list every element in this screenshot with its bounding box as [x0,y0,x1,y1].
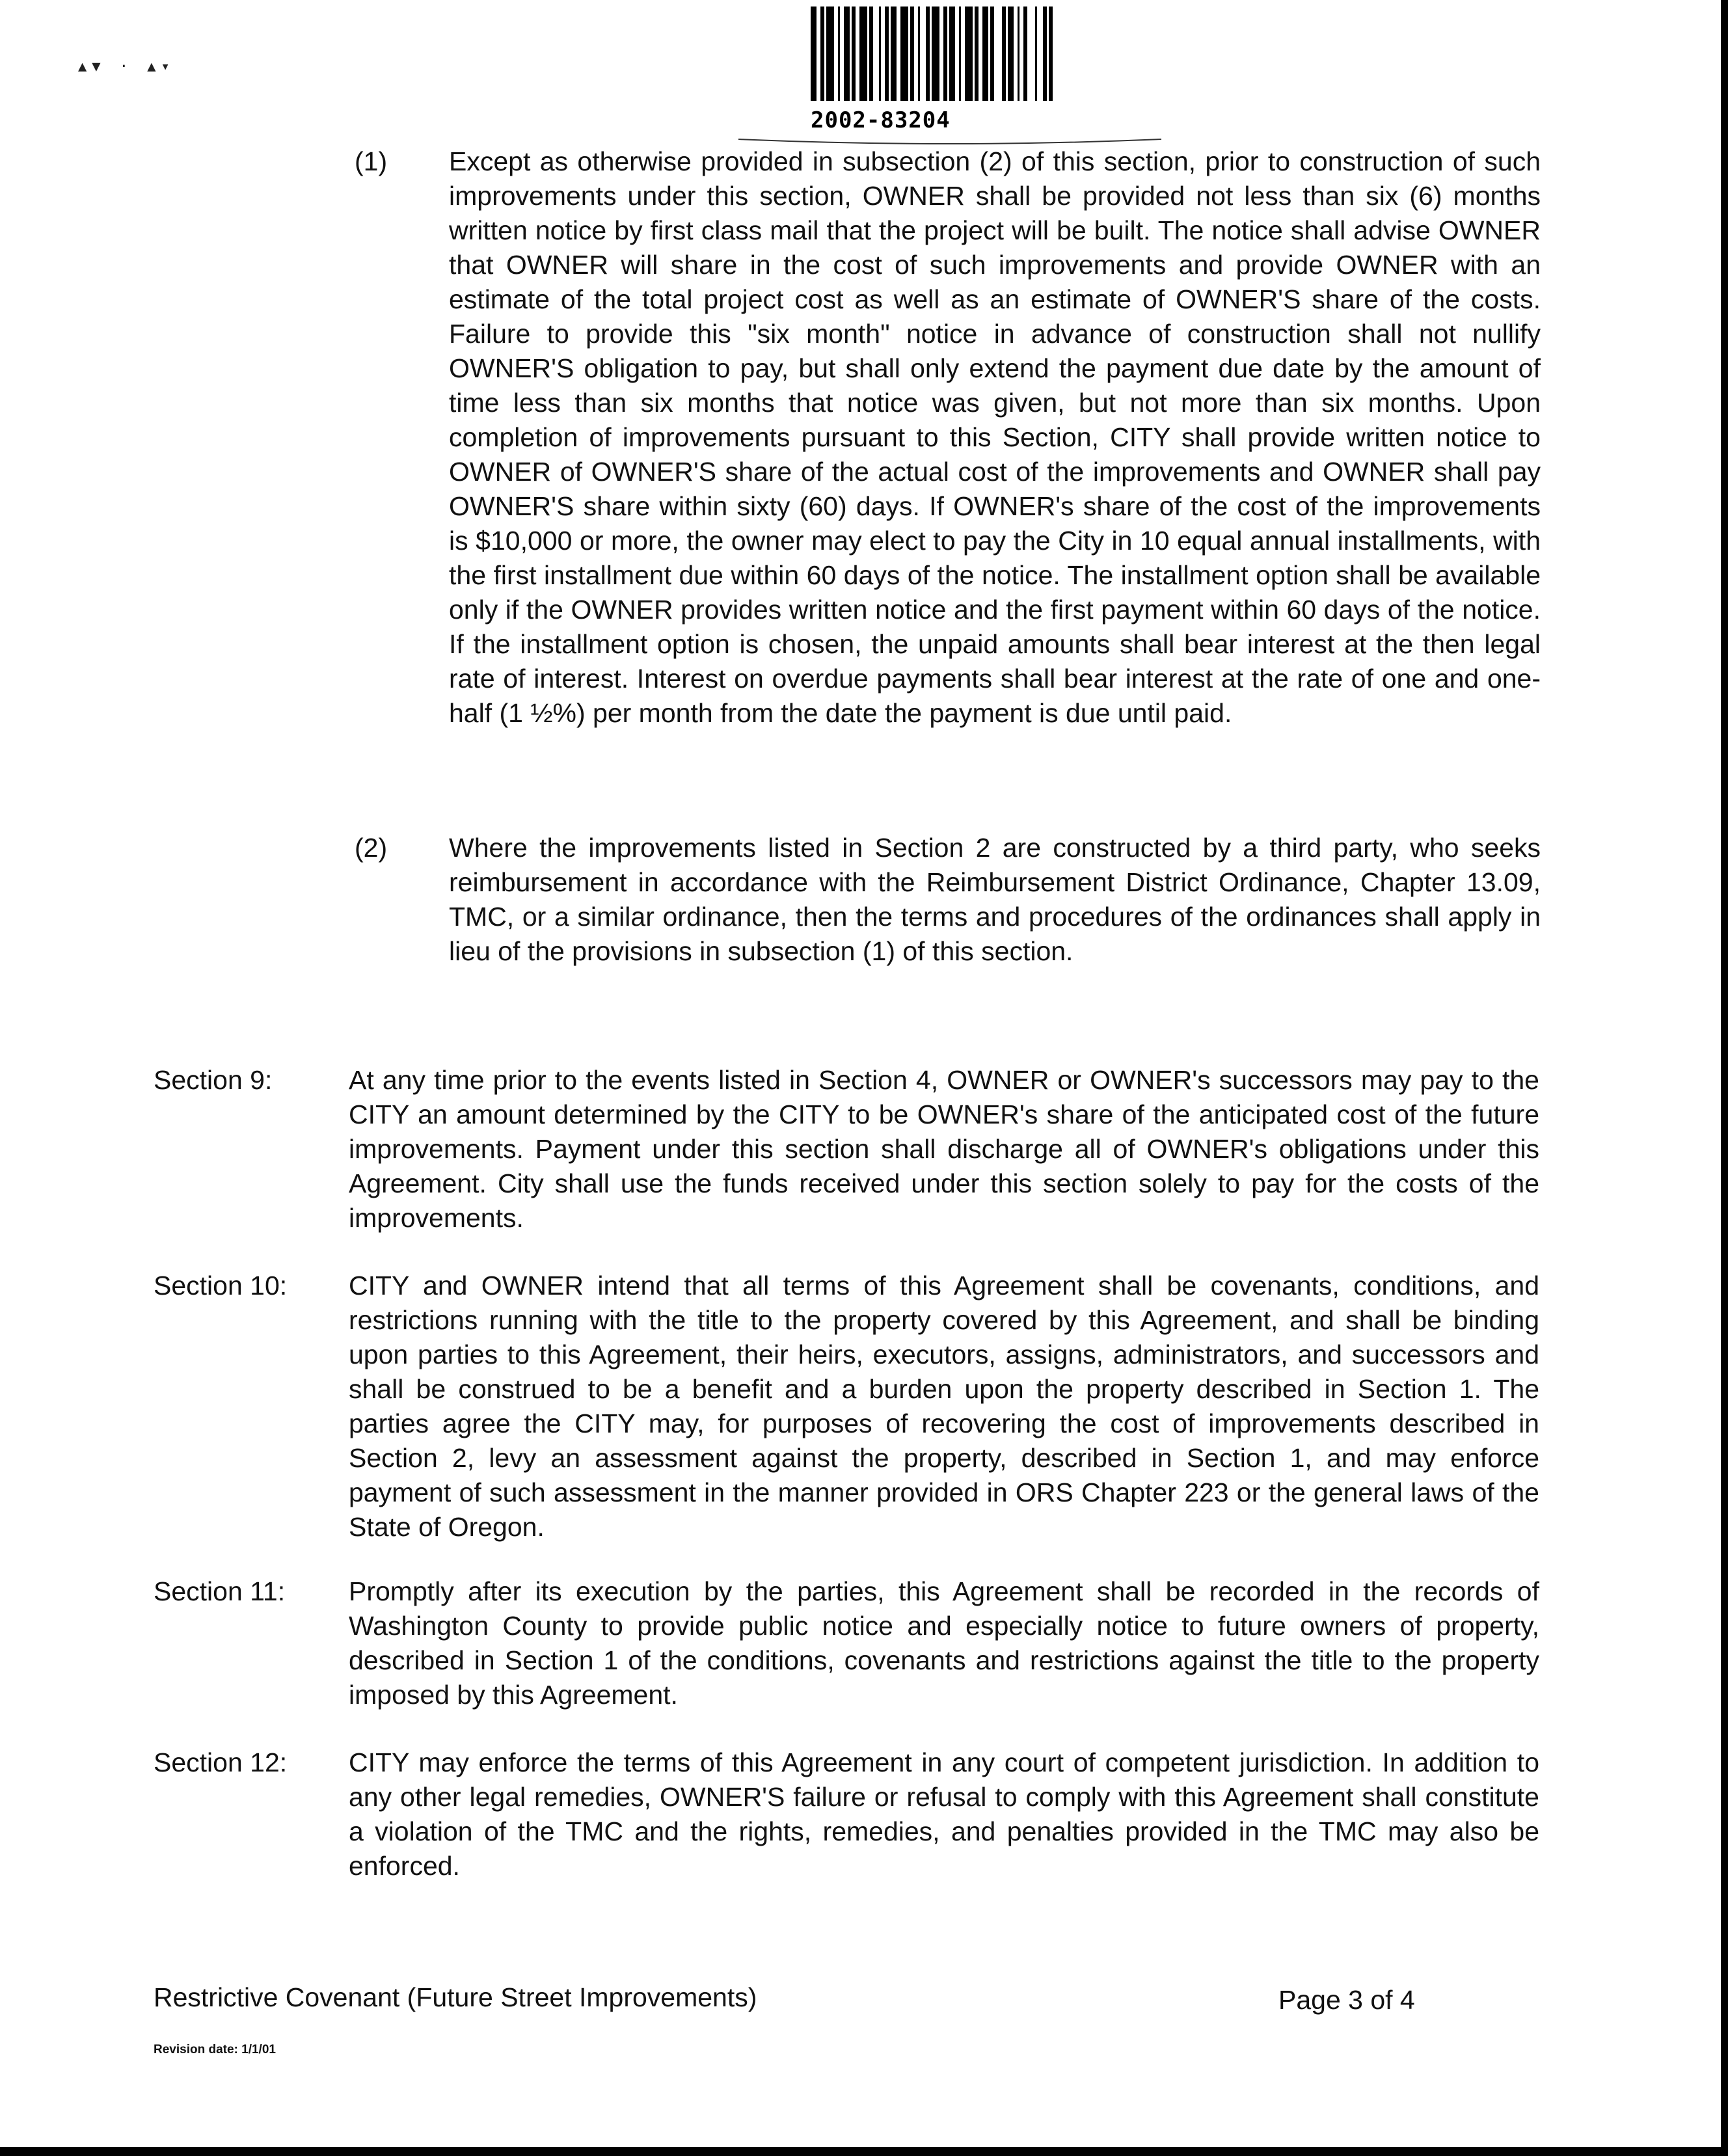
subsection-2 [355,831,1728,969]
scan-marks: ▲▼ · ▲▾ [78,59,175,75]
section-text: Promptly after its execution by the parties, this Agreement shall be recorded in the records of Washington County to provide public notice and especially notice to future owners of property, described in Section 1 of the conditions, covenants and restrictions against the title to the property imposed by this Agreement. [349,1576,1539,1710]
barcode-gap [994,7,1002,101]
section-text: CITY may enforce the terms of this Agreement in any court of competent jurisdiction. In addition to any other legal remedies, OWNER'S failure or refusal to comply with this Agreement shall constitute a violation of the TMC and the rights, remedies, and penalties provided in the TMC may also be enforced. [349,1747,1539,1881]
section-label: Section 11: [154,1576,286,1606]
section-label: Section 12: [154,1747,288,1777]
barcode-bar [965,7,973,101]
subsection-text: Where the improvements listed in Section 2 are constructed by a third party, who seeks reimbursement in accordance with the Reimbursement District Ordinance, Chapter 13.09, TMC, or a similar ordinance, then the terms and procedures of the ordinances shall apply in lieu of the provisions in subsection (1) of this section. [449,833,1541,966]
section-10 [154,1269,1539,1544]
barcode-bar [932,7,939,101]
barcode-bar [900,7,908,101]
barcode-bar [982,7,988,101]
barcode-bar [1008,7,1014,101]
subsection-text: Except as otherwise provided in subsection (2) of this section, prior to construction of such improvements under this section, OWNER shall be provided not less than six (6) months written notice by first class mail that the project will be built. The notice shall advise OWNER that OWNER will share in the cost of such improvements and provide OWNER with an estimate of the total project cost as well as an estimate of OWNER'S share of the costs. Failure to provide this "six month" notice in advance of construction shall not nullify OWNER'S obligation to pay, but shall only extend the payment due date by the amount of time less than six months that notice was given, but not more than six months. Upon completion of improvements pursuant to this Section, CITY shall provide written notice to OWNER of OWNER'S share of the actual cost of the improvements and OWNER shall pay OWNER'S share within sixty (60) days. If OWNER's share of the cost of the improvements is $10,000 or more, the owner may elect to pay the City in 10 equal annual installments, with the first installment due within 60 days of the notice. The installment option shall be available only if the OWNER provides written notice and the first payment within 60 days of the notice. If the installment option is chosen, the unpaid amounts shall bear interest at the then legal rate of interest. Interest on overdue payments shall bear interest at the rate of one and one-half (1 ½%) per month from the date the payment is due until paid. [449,146,1541,728]
scan-border-bottom [0,2147,1728,2156]
barcode-bar [891,7,897,101]
barcode-gap [1027,7,1035,101]
section-label: Section 9: [154,1065,273,1095]
footer-title: Restrictive Covenant (Future Street Improvements) [154,1982,757,2012]
barcode-gap [873,7,879,101]
barcode-gap [1053,7,1059,101]
scan-border-right [1721,0,1728,2156]
barcode-bar [859,7,867,101]
section-text: At any time prior to the events listed in Section 4, OWNER or OWNER's successors may pay to the CITY an amount determined by the CITY to be OWNER's share of the anticipated cost of the future improvements. Payment under this section shall discharge all of OWNER's obligations under this Agreement. City shall use the funds received under this section solely to pay for the costs of the improvements. [349,1065,1539,1233]
section-12 [154,1745,1539,1883]
section-text: CITY and OWNER intend that all terms of this Agreement shall be covenants, conditions, and restrictions running with the title to the property covered by this Agreement, and shall be binding upon parties to this Agreement, their heirs, executors, assigns, administrators, and successors and shall be construed to be a benefit and a burden upon the property described in Section 1. The parties agree the CITY may, for purposes of recovering the cost of improvements described in Section 2, levy an assessment against the property, described in Section 1, and may enforce payment of such assessment in the manner provided in ORS Chapter 223 or the general laws of the State of Oregon. [349,1271,1539,1542]
subsection-1 [355,144,1728,731]
barcode-bar [826,7,834,101]
subsection-number: (2) [355,833,388,863]
subsection-number: (1) [355,146,388,176]
barcode-bar [844,7,850,101]
barcode-bar [949,7,955,101]
page-number: Page 3 of 4 [1278,1985,1415,2015]
section-11 [154,1574,1539,1712]
barcode-gap [1037,7,1043,101]
barcode [811,7,1103,137]
revision-date: Revision date: 1/1/01 [154,2043,276,2056]
section-label: Section 10: [154,1271,288,1300]
section-9 [154,1063,1539,1235]
barcode-gap [920,7,926,101]
barcode-bar [811,7,817,101]
barcode-bars [811,7,1103,101]
barcode-number: 2002-83204 [811,107,951,133]
